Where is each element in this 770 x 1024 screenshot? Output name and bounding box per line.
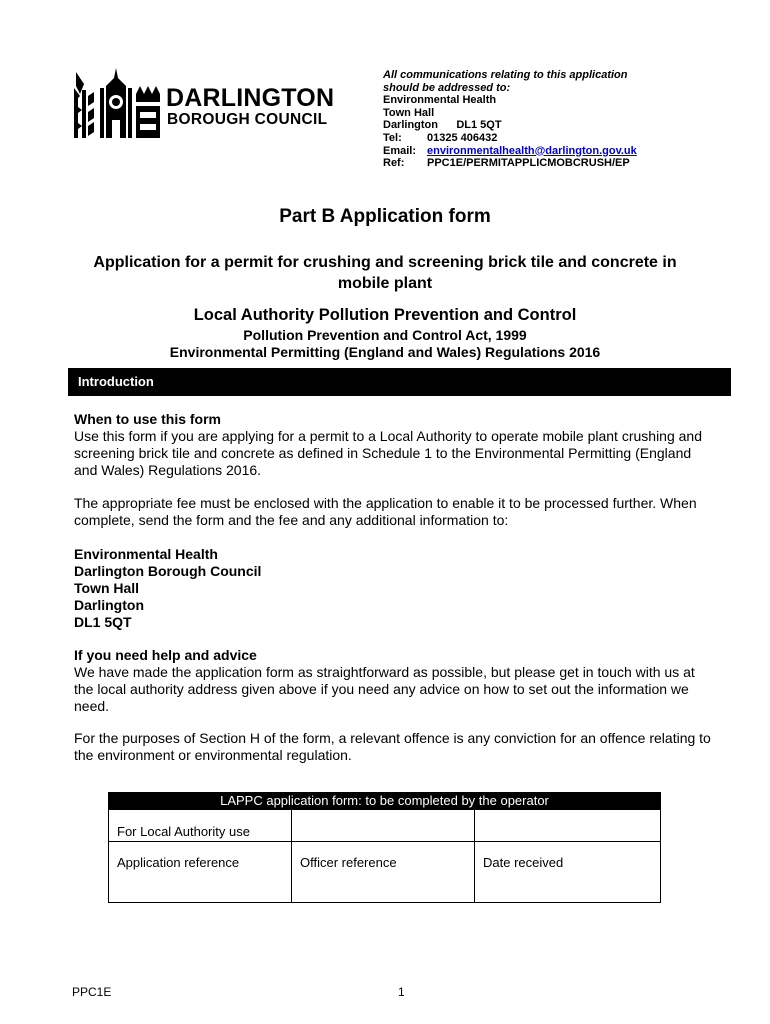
contact-building: Town Hall xyxy=(383,106,435,119)
when-text: Use this form if you are applying for a permit to a Local Authority to operate mobile plant crushing and screening brick tile and concrete as defined in Schedule 1 to the Environmental Permitting (England and Wales) Regulations 2016. xyxy=(74,428,703,478)
address-line: DL1 5QT xyxy=(74,614,132,630)
legislation xyxy=(0,327,770,361)
address-line: Darlington Borough Council xyxy=(74,563,262,579)
email-label: Email: xyxy=(383,144,417,157)
help-text: We have made the application form as straightforward as possible, but please get in touch with us at the local authority address given above if you need any advice on how to set out the information we need. xyxy=(74,664,695,714)
when-heading: When to use this form xyxy=(74,411,221,427)
section-h-text: For the purposes of Section H of the form, a relevant offence is any conviction for an offence relating to the environment or environmental regulation. xyxy=(74,730,711,763)
ref-label: Ref: xyxy=(383,157,405,170)
table-header: LAPPC application form: to be completed by the operator xyxy=(109,793,661,810)
date-received-label: Date received xyxy=(475,842,661,903)
address-block xyxy=(74,546,714,631)
officer-reference-label: Officer reference xyxy=(292,842,475,903)
contact-intro-2: should be addressed to: xyxy=(383,81,511,94)
address-line: Darlington xyxy=(74,597,144,613)
fee-text: The appropriate fee must be enclosed with the application to enable it to be processed further. When complete, send the form and the fee and any additional information to: xyxy=(74,495,697,528)
contact-email xyxy=(383,145,637,158)
for-la-label: For Local Authority use xyxy=(109,810,292,842)
act-line-1: Pollution Prevention and Control Act, 1999 xyxy=(243,327,527,343)
contact-ref xyxy=(383,157,637,170)
address-line: Town Hall xyxy=(74,580,140,596)
address-line: Environmental Health xyxy=(74,546,218,562)
council-logo xyxy=(72,68,362,140)
section-bar-introduction: Introduction xyxy=(68,368,731,396)
application-reference-label: Application reference xyxy=(109,842,292,903)
logo-name: DARLINGTON xyxy=(166,84,335,112)
blank-cell xyxy=(292,810,475,842)
act-line-2: Environmental Permitting (England and Wales) Regulations 2016 xyxy=(169,344,601,360)
logo-subtitle: BOROUGH COUNCIL xyxy=(167,111,328,128)
contact-dept: Environmental Health xyxy=(383,94,497,107)
tel-label: Tel: xyxy=(383,131,402,144)
help-section xyxy=(74,647,714,715)
form-subtitle: Application for a permit for crushing and screening brick tile and concrete in mobile plant xyxy=(93,254,677,292)
tel-value: 01325 406432 xyxy=(427,131,498,144)
council-crest-icon xyxy=(72,68,162,140)
page-number: 1 xyxy=(398,985,405,999)
contact-tel xyxy=(383,132,637,145)
blank-cell xyxy=(475,810,661,842)
contact-town: Darlington DL1 5QT xyxy=(383,119,502,132)
page-title: Part B Application form xyxy=(279,206,491,227)
lappc-table xyxy=(108,792,661,903)
ref-value: PPC1E/PERMITAPPLICMOBCRUSH/EP xyxy=(427,157,630,170)
footer-code: PPC1E xyxy=(72,985,112,999)
email-link[interactable]: environmentalhealth@darlington.gov.uk xyxy=(427,144,637,157)
contact-block xyxy=(383,69,637,170)
when-section xyxy=(74,411,714,479)
regime-heading: Local Authority Pollution Prevention and Control xyxy=(193,306,577,324)
help-heading: If you need help and advice xyxy=(74,647,257,663)
contact-intro: All communications relating to this application xyxy=(383,69,628,81)
